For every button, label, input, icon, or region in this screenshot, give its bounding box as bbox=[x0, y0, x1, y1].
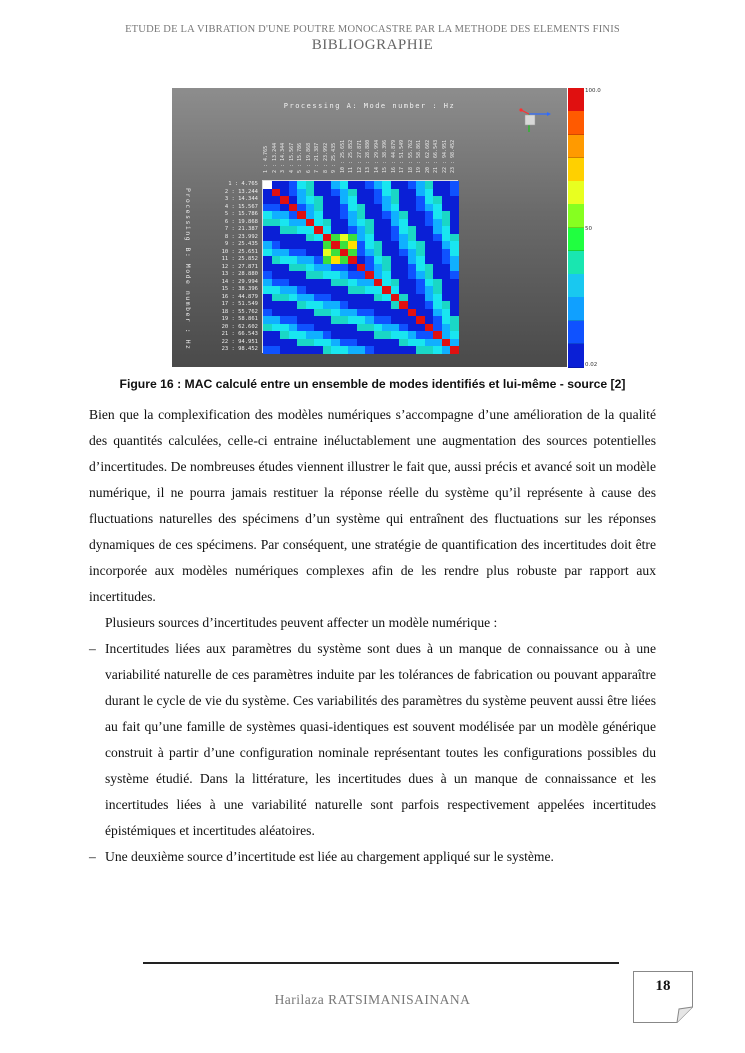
column-label: 5 : 15.786 bbox=[297, 142, 304, 173]
colorbar-segment bbox=[568, 297, 584, 321]
row-label: 17 : 51.549 bbox=[221, 301, 258, 308]
list-item-text: Une deuxième source d’incertitude est liée au chargement appliqué sur le système. bbox=[105, 849, 554, 864]
column-label: 3 : 14.344 bbox=[280, 142, 287, 173]
column-label: 20 : 62.602 bbox=[424, 139, 431, 173]
column-label: 11 : 25.852 bbox=[348, 139, 355, 173]
footer-author: Harilaza RATSIMANISAINANA bbox=[274, 992, 471, 1007]
colorbar-segment bbox=[568, 344, 584, 368]
matrix-cell bbox=[450, 346, 459, 354]
column-label: 17 : 51.549 bbox=[399, 139, 406, 173]
column-label: 16 : 44.879 bbox=[390, 139, 397, 173]
column-label: 6 : 19.868 bbox=[305, 142, 312, 173]
colorbar-segment bbox=[568, 228, 584, 252]
section-title: BIBLIOGRAPHIE bbox=[311, 37, 434, 53]
row-label: 14 : 29.994 bbox=[221, 278, 258, 285]
running-header: ETUDE DE LA VIBRATION D'UNE POUTRE MONOCASTRE PAR LA METHODE DES ELEMENTS FINIS bbox=[125, 24, 620, 35]
colorbar-segment bbox=[568, 111, 584, 135]
row-label: 8 : 23.992 bbox=[224, 233, 258, 240]
list-item bbox=[89, 844, 656, 870]
row-label: 7 : 21.387 bbox=[224, 226, 258, 233]
row-label: 12 : 27.871 bbox=[221, 263, 258, 270]
row-label: 21 : 66.543 bbox=[221, 331, 258, 338]
row-label: 5 : 15.786 bbox=[224, 211, 258, 218]
column-label: 4 : 15.567 bbox=[288, 142, 295, 173]
row-label: 4 : 15.567 bbox=[224, 203, 258, 210]
paragraph: Plusieurs sources d’incertitudes peuvent affecter un modèle numérique : bbox=[105, 615, 498, 630]
colorbar-min-label: 0.02 bbox=[585, 362, 598, 368]
axes-orientation-icon bbox=[517, 102, 551, 136]
row-label: 20 : 62.602 bbox=[221, 323, 258, 330]
colorbar-segment bbox=[568, 251, 584, 275]
column-label: 1 : 4.765 bbox=[263, 145, 269, 173]
row-label: 23 : 98.452 bbox=[221, 346, 258, 353]
colorbar-max-label: 100.0 bbox=[585, 88, 601, 94]
row-label: 6 : 19.868 bbox=[224, 218, 258, 225]
colorbar-segment bbox=[568, 158, 584, 182]
column-label: 10 : 25.651 bbox=[339, 139, 346, 173]
body-text bbox=[89, 402, 656, 870]
paragraph: Bien que la complexification des modèles numériques s’accompagne d’une amélioration de la qualité des quantités calculées, celle-ci entraine inéluctablement une augmentation des sources potentielles d’incertitudes. De nombreuses études viennent illustrer le fait que, aussi précis et avancé soit un modèle numérique, il ne pourra jamais restituer la réponse réelle du système qu’il représente à cause des fluctuations naturelles des spécimens d’un système qui entraînent des fluctuations sur les réponses dynamiques de ces spécimens. Par conséquent, une stratégie de quantification des incertitudes doit être incorporée aux modèles numériques complexes afin de les rendre plus robuste par rapport aux incertitudes. bbox=[89, 407, 656, 604]
row-label: 18 : 55.762 bbox=[221, 308, 258, 315]
column-label: 9 : 25.435 bbox=[331, 142, 338, 173]
bullet-marker: – bbox=[89, 849, 96, 864]
column-label: 18 : 55.762 bbox=[407, 139, 414, 173]
column-label: 13 : 28.880 bbox=[365, 139, 372, 173]
row-label: 11 : 25.852 bbox=[221, 256, 258, 263]
mac-figure bbox=[172, 88, 567, 367]
colorbar-segment bbox=[568, 88, 584, 112]
column-label: 19 : 58.861 bbox=[416, 139, 423, 173]
row-label: 15 : 38.396 bbox=[221, 286, 258, 293]
colorbar-segment bbox=[568, 204, 584, 228]
column-label: 8 : 23.992 bbox=[322, 142, 329, 173]
column-label: 14 : 29.994 bbox=[373, 139, 380, 173]
column-labels bbox=[262, 113, 462, 178]
row-label: 22 : 94.951 bbox=[221, 338, 258, 345]
bullet-marker: – bbox=[89, 641, 96, 656]
figure-caption: Figure 16 : MAC calculé entre un ensemble de modes identifiés et lui-même - source [2] bbox=[119, 377, 626, 391]
column-label: 21 : 66.543 bbox=[433, 139, 440, 173]
column-label: 12 : 27.871 bbox=[356, 139, 363, 173]
mac-matrix bbox=[262, 180, 458, 353]
colorbar-mid-label: 50 bbox=[585, 226, 592, 232]
page-number: 18 bbox=[655, 978, 671, 994]
row-label: 9 : 25.435 bbox=[224, 241, 258, 248]
column-label: 2 : 13.244 bbox=[271, 142, 278, 173]
row-label: 2 : 13.244 bbox=[224, 188, 258, 195]
colorbar-segment bbox=[568, 181, 584, 205]
list-item bbox=[89, 636, 656, 844]
column-label: 15 : 38.396 bbox=[382, 139, 389, 173]
colorbar-segment bbox=[568, 321, 584, 345]
row-label: 10 : 25.651 bbox=[221, 248, 258, 255]
row-label: 3 : 14.344 bbox=[224, 196, 258, 203]
colorbar-segment bbox=[568, 135, 584, 159]
column-label: 7 : 21.387 bbox=[314, 142, 321, 173]
bullet-list bbox=[89, 636, 656, 870]
column-label: 23 : 98.452 bbox=[450, 139, 457, 173]
plot-title: Processing A: Mode number : Hz bbox=[283, 102, 456, 110]
row-label: 13 : 28.880 bbox=[221, 271, 258, 278]
list-item-text: Incertitudes liées aux paramètres du système sont dues à un manque de connaissance ou à une variabilité naturelle de ces paramètres induite par les tolérances de fabrication ou pouvant apparaître durant le cycle de vie du système. Ces variabilités des paramètres du système peuvent aussi être liées au fait qu’une famille de systèmes quasi-identiques est souvent modélisée par un modèle générique construit à partir d’une configuration nominale représentant toutes les configurations possibles du système étudié. Dans la littérature, les incertitudes dues à un manque de connaissance et les incertitudes liées à une variabilité naturelle sont parfois respectivement appelées incertitudes épistémiques et incertitudes aléatoires. bbox=[105, 641, 656, 838]
row-label: 19 : 58.861 bbox=[221, 316, 258, 323]
column-label: 22 : 94.951 bbox=[441, 139, 448, 173]
row-label: 16 : 44.879 bbox=[221, 293, 258, 300]
y-axis-title: Processing B: Mode number : Hz bbox=[184, 187, 192, 351]
footer-rule bbox=[143, 962, 619, 964]
colorbar bbox=[568, 88, 584, 367]
row-label: 1 : 4.765 bbox=[228, 181, 258, 187]
colorbar-segment bbox=[568, 274, 584, 298]
